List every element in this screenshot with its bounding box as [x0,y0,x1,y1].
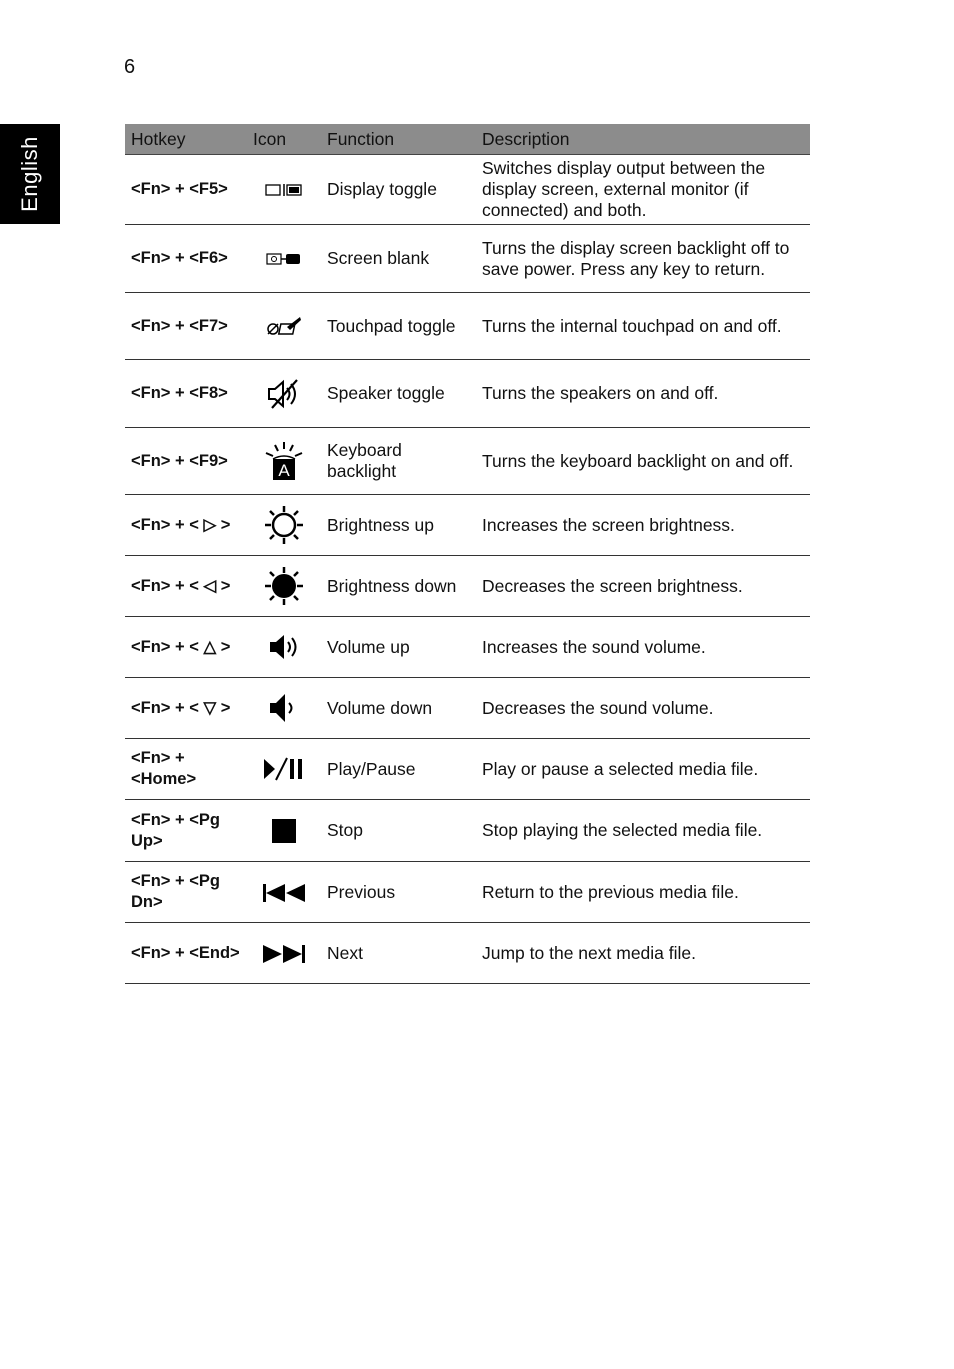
function-cell: Touchpad toggle [321,293,476,360]
table-row [125,923,810,984]
brightness-up-icon [264,505,304,545]
touchpad-toggle-icon [265,314,303,338]
description-cell: Increases the sound volume. [476,617,810,678]
table-row [125,862,810,923]
header-hotkey: Hotkey [125,124,247,155]
description-cell: Turns the display screen backlight off to save power. Press any key to return. [476,225,810,293]
hotkey-cell: <Fn> + <F6> [125,225,247,293]
speaker-toggle-icon [266,378,302,410]
stop-icon [271,818,297,844]
description-cell: Increases the screen brightness. [476,495,810,556]
description-cell: Jump to the next media file. [476,923,810,984]
description-cell: Play or pause a selected media file. [476,739,810,800]
table-row [125,556,810,617]
header-description: Description [476,124,810,155]
hotkey-cell: <Fn> + <End> [125,923,247,984]
play-pause-icon [263,756,305,782]
hotkey-cell: <Fn> + <F9> [125,428,247,495]
volume-down-icon [267,691,301,725]
keyboard-backlight-icon [262,441,306,481]
function-cell: Previous [321,862,476,923]
brightness-down-icon [264,566,304,606]
volume-up-icon [267,631,301,663]
function-cell: Display toggle [321,155,476,225]
description-cell: Turns the speakers on and off. [476,360,810,428]
description-cell: Stop playing the selected media file. [476,800,810,862]
previous-icon [262,883,306,903]
language-label: English [17,136,42,212]
hotkey-cell: <Fn> + < ◁ > [125,556,247,617]
header-function: Function [321,124,476,155]
hotkey-cell: <Fn> + <Pg Up> [125,800,247,862]
table-row [125,678,810,739]
table-row [125,360,810,428]
hotkey-table [125,124,810,984]
svg-text:A: A [278,461,290,480]
function-cell: Volume down [321,678,476,739]
function-cell: Next [321,923,476,984]
hotkey-cell: <Fn> + < ▽ > [125,678,247,739]
function-cell: Play/Pause [321,739,476,800]
description-cell: Switches display output between the display screen, external monitor (if connected) and both. [476,155,810,225]
next-icon [262,944,306,964]
screen-blank-icon [266,252,302,266]
function-cell: Brightness down [321,556,476,617]
hotkey-cell: <Fn> + <F7> [125,293,247,360]
hotkey-cell: <Fn> + <F5> [125,155,247,225]
hotkey-cell: <Fn> + <Home> [125,739,247,800]
header-icon: Icon [247,124,321,155]
table-row [125,495,810,556]
function-cell: Speaker toggle [321,360,476,428]
table-header-row [125,124,810,155]
table-row [125,155,810,225]
function-cell: Brightness up [321,495,476,556]
function-cell: Volume up [321,617,476,678]
hotkey-cell: <Fn> + < △ > [125,617,247,678]
display-toggle-icon [265,183,303,197]
language-side-tab [0,124,60,224]
description-cell: Return to the previous media file. [476,862,810,923]
page-number: 6 [124,56,136,78]
description-cell: Decreases the sound volume. [476,678,810,739]
table-row [125,739,810,800]
hotkey-cell: <Fn> + <Pg Dn> [125,862,247,923]
hotkey-cell: <Fn> + <F8> [125,360,247,428]
table-row [125,225,810,293]
description-cell: Decreases the screen brightness. [476,556,810,617]
table-row [125,428,810,495]
description-cell: Turns the internal touchpad on and off. [476,293,810,360]
function-cell: Screen blank [321,225,476,293]
table-row [125,617,810,678]
description-cell: Turns the keyboard backlight on and off. [476,428,810,495]
table-row [125,293,810,360]
hotkey-cell: <Fn> + < ▷ > [125,495,247,556]
function-cell: Keyboard backlight [321,428,476,495]
function-cell: Stop [321,800,476,862]
table-row [125,800,810,862]
